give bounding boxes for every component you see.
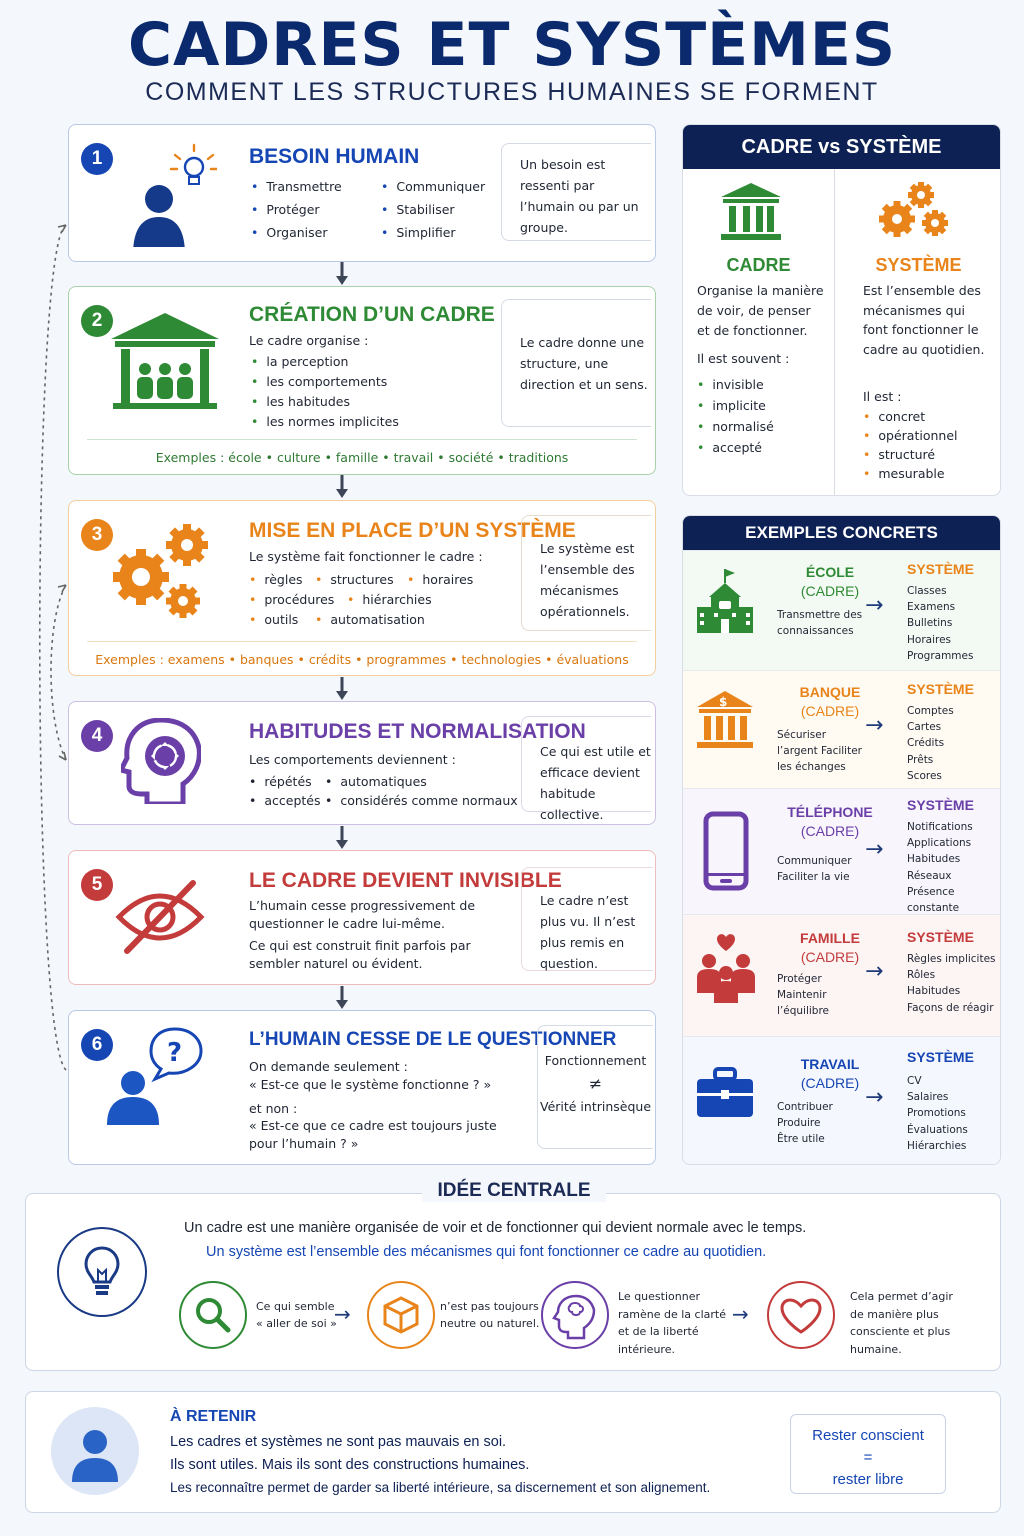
step-2-card [68, 286, 656, 475]
step-2-bullet: • les comportements [251, 374, 387, 389]
example-title: FAMILLE [800, 930, 860, 946]
systeme-item: • opérationnel [863, 428, 957, 443]
example-desc: Transmettre des connaissances [777, 609, 863, 637]
example-desc: Contribuer Produire Être utile [777, 1101, 833, 1145]
systeme-label: SYSTÈME [875, 255, 962, 275]
system-item: Programmes [907, 649, 974, 662]
step-6-side-box [537, 1025, 653, 1149]
cadre-item: • implicite [697, 398, 766, 413]
step-5-badge: 5 [81, 869, 113, 901]
example-system-list [907, 583, 973, 664]
system-item: Notifications [907, 821, 973, 833]
cadre-item: • normalisé [697, 419, 774, 434]
cadre-item: • invisible [697, 377, 764, 392]
example-sub: (CADRE) [800, 583, 860, 599]
flow-arrow [336, 262, 348, 286]
step-6-line-3: et non : [249, 1101, 298, 1116]
example-row-banque [683, 670, 1001, 788]
step-4-bullet: • automatiques [325, 774, 427, 789]
example-system-title: SYSTÈME [907, 929, 974, 945]
systeme-desc: Est l’ensemble des mécanismes qui font fonctionner le cadre au quotidien. [863, 283, 985, 357]
motto-equals: = [863, 1449, 873, 1466]
step-2-title: CRÉATION D’UN CADRE [249, 303, 495, 326]
step-6-line-2: « Est-ce que le système fonctionne ? » [249, 1077, 492, 1092]
cadre-item: • accepté [697, 440, 762, 455]
step-2-bullet: • la perception [251, 354, 348, 369]
retain-line-2: Ils sont utiles. Mais ils sont des constructions humaines. [170, 1457, 530, 1473]
motto-top: Rester conscient [812, 1427, 924, 1444]
svg-text:$: $ [719, 695, 728, 709]
comparison-panel [682, 124, 1001, 496]
step-1-title: BESOIN HUMAIN [249, 145, 420, 168]
step-3-bullet: • règles [249, 572, 303, 587]
step-3-bullet: • structures [315, 572, 394, 587]
institution-icon [719, 181, 783, 241]
gears-icon [111, 519, 215, 623]
example-title: ÉCOLE [805, 564, 855, 580]
step-2-badge: 2 [81, 305, 113, 337]
arrow-right-icon: → [865, 1085, 884, 1110]
bank-icon [695, 689, 755, 751]
system-item: Règles implicites [907, 953, 996, 965]
systeme-item: • structuré [863, 447, 935, 462]
svg-text:?: ? [167, 1038, 183, 1068]
system-item: Évaluations [907, 1123, 968, 1136]
step-3-bullet: • procédures [249, 592, 334, 607]
person-question-icon [105, 1025, 205, 1125]
step-6-line-1: On demande seulement : [249, 1059, 408, 1074]
step-4-bullet: • répétés [249, 774, 312, 789]
systeme-item: • concret [863, 409, 925, 424]
system-item: Scores [907, 769, 942, 782]
central-idea-box [25, 1180, 1001, 1371]
phone-icon [703, 811, 749, 891]
flow-text-4: Cela permet d’agir de manière plus consciente et plus humaine. [850, 1290, 953, 1356]
step-2-side-note: Le cadre donne une structure, une direction et un sens. [501, 299, 651, 427]
step-5-card [68, 850, 656, 985]
example-system-title: SYSTÈME [907, 1049, 974, 1065]
page-title: CADRES ET SYSTÈMES [127, 10, 897, 80]
examples-title: EXEMPLES CONCRETS [683, 516, 1000, 550]
system-item: Examens [907, 601, 956, 614]
example-desc: Communiquer Faciliter la vie [777, 855, 852, 883]
head-cycle-icon [121, 718, 201, 804]
example-title: TRAVAIL [800, 1056, 860, 1072]
system-item: Présence [907, 885, 955, 898]
step-4-side-note: Ce qui est utile et efficace devient habitude collective. [521, 716, 651, 812]
system-item: Salaires [907, 1091, 949, 1104]
retain-box [25, 1391, 1001, 1513]
step-2-examples: Exemples : école • culture • famille • travail • société • traditions [87, 439, 637, 465]
system-item: Cartes [907, 721, 942, 734]
examples-panel [682, 515, 1001, 1165]
step-3-bullet: • hiérarchies [347, 592, 432, 607]
example-system-list [907, 1073, 968, 1154]
step-3-side-note: Le système est l’ensemble des mécanismes opérationnels. [521, 515, 651, 631]
step-2-bullet: • les habitudes [251, 394, 350, 409]
retain-motto-box [790, 1414, 946, 1494]
example-system-title: SYSTÈME [907, 797, 974, 813]
step-1-badge: 1 [81, 143, 113, 175]
step-5-side-note: Le cadre n’est plus vu. Il n’est plus remis en question. [521, 867, 653, 971]
arrow-right-icon: → [334, 1302, 351, 1326]
system-item: Applications [907, 837, 972, 850]
step-2-intro: Le cadre organise : [249, 333, 369, 348]
step-5-title: LE CADRE DEVIENT INVISIBLE [249, 869, 562, 892]
step-4-title: HABITUDES ET NORMALISATION [249, 720, 586, 743]
step-5-text-2: Ce qui est construit finit parfois par sembler naturel ou évident. [249, 938, 471, 971]
example-desc: Sécuriser l’argent Faciliter les échanges [777, 729, 862, 773]
example-system-title: SYSTÈME [907, 681, 974, 697]
step-3-title: MISE EN PLACE D’UN SYSTÈME [249, 519, 576, 542]
lightbulb-icon [56, 1226, 148, 1318]
not-equal-sign: ≠ [588, 1074, 603, 1093]
step-5-text-1: L’humain cesse progressivement de questionner le cadre lui-même. [249, 898, 476, 931]
systeme-intro: Il est : [863, 389, 902, 404]
gears-icon [877, 179, 949, 241]
arrow-right-icon: → [865, 713, 884, 738]
briefcase-icon [695, 1067, 755, 1119]
step-2-bullet: • les normes implicites [251, 414, 399, 429]
retain-line-3: Les reconnaître permet de garder sa liberté intérieure, sa discernement et son alignement. [170, 1480, 711, 1495]
example-row-telephone [683, 788, 1001, 914]
step-3-intro: Le système fait fonctionner le cadre : [249, 549, 483, 564]
step-1-bullet: • Communiquer [381, 179, 485, 194]
central-line-2: Un système est l’ensemble des mécanismes qui font fonctionner ce cadre au quotidien. [206, 1244, 767, 1260]
example-title: TÉLÉPHONE [787, 804, 873, 820]
flow-arrow [336, 826, 348, 850]
example-sub: (CADRE) [800, 703, 860, 719]
step-4-intro: Les comportements deviennent : [249, 752, 456, 767]
step-3-badge: 3 [81, 519, 113, 551]
step-1-bullet: • Organiser [251, 225, 327, 240]
system-item: Hiérarchies [907, 1139, 967, 1152]
example-row-ecole [683, 550, 1001, 670]
systeme-item: • mesurable [863, 466, 945, 481]
cadre-desc: Organise la manière de voir, de penser et de fonctionner. [697, 283, 824, 338]
system-item: Façons de réagir [907, 1001, 994, 1014]
step-1-bullet: • Transmettre [251, 179, 342, 194]
brain-head-icon [540, 1280, 610, 1350]
example-system-list [907, 819, 973, 916]
system-item: Horaires [907, 633, 952, 646]
cadre-label: CADRE [726, 255, 791, 275]
example-title: BANQUE [799, 684, 861, 700]
system-item: Prêts [907, 753, 934, 766]
flow-text-1: Ce qui semble « aller de soi » [256, 1300, 337, 1330]
comparison-divider [834, 169, 835, 496]
arrow-right-icon: → [732, 1302, 749, 1326]
example-row-famille [683, 914, 1001, 1036]
step-4-card [68, 701, 656, 825]
step-4-bullet: • considérés comme normaux [325, 793, 518, 808]
system-item: Promotions [907, 1107, 966, 1120]
step-6-side-top: Fonctionnement [544, 1053, 647, 1068]
cadre-intro: Il est souvent : [697, 351, 790, 366]
step-3-bullet: • outils [249, 612, 298, 627]
flow-arrow [336, 986, 348, 1010]
step-6-title: L’HUMAIN CESSE DE LE QUESTIONNER [249, 1029, 617, 1050]
system-item: Classes [907, 585, 947, 597]
example-system-list [907, 951, 996, 1016]
page-subtitle: COMMENT LES STRUCTURES HUMAINES SE FORMENT [145, 78, 879, 106]
step-1-bullet: • Simplifier [381, 225, 456, 240]
arrow-right-icon: → [865, 837, 884, 862]
school-icon [695, 567, 755, 637]
step-3-bullet: • automatisation [315, 612, 425, 627]
person-idea-icon [117, 137, 217, 247]
system-item: CV [907, 1075, 922, 1087]
step-3-bullet: • horaires [407, 572, 473, 587]
example-sub: (CADRE) [800, 823, 860, 839]
example-system-title: SYSTÈME [907, 561, 974, 577]
magnifier-icon [178, 1280, 248, 1350]
step-1-side-note: Un besoin est ressenti par l’humain ou par un groupe. [501, 143, 651, 241]
example-sub: (CADRE) [800, 949, 860, 965]
step-6-line-4: « Est-ce que ce cadre est toujours juste pour l’humain ? » [249, 1118, 497, 1151]
step-3-examples: Exemples : examens • banques • crédits • programmes • technologies • évaluations [87, 641, 637, 667]
arrow-right-icon: → [865, 959, 884, 984]
family-icon [693, 931, 759, 1003]
institution-people-icon [107, 311, 223, 411]
system-item: Rôles [907, 969, 936, 982]
system-item: Bulletins [907, 617, 953, 630]
step-6-side-bottom: Vérité intrinsèque [539, 1099, 652, 1114]
step-1-card [68, 124, 656, 262]
system-item: Réseaux [907, 869, 952, 882]
example-name [775, 803, 885, 841]
step-6-badge: 6 [81, 1029, 113, 1061]
example-desc: Protéger Maintenir l’équilibre [777, 973, 829, 1017]
cube-icon [366, 1280, 436, 1350]
retain-title: À RETENIR [170, 1408, 257, 1425]
arrow-right-icon: → [865, 593, 884, 618]
motto-bottom: rester libre [832, 1471, 904, 1488]
example-sub: (CADRE) [800, 1075, 860, 1091]
flow-arrow [336, 677, 348, 701]
step-3-card [68, 500, 656, 676]
example-system-list [907, 703, 954, 784]
heart-icon [766, 1280, 836, 1350]
retain-line-1: Les cadres et systèmes ne sont pas mauvais en soi. [170, 1434, 507, 1450]
flow-text-3: Le questionner ramène de la clarté et de la liberté intérieure. [618, 1290, 726, 1356]
person-avatar-icon [50, 1406, 140, 1496]
system-item: Crédits [907, 737, 945, 750]
step-1-bullet: • Stabiliser [381, 202, 455, 217]
flow-text-2: n’est pas toujours neutre ou naturel. [440, 1300, 540, 1330]
system-item: Habitudes [907, 853, 961, 866]
central-line-1: Un cadre est une manière organisée de voir et de fonctionner qui devient normale avec le temps. [184, 1220, 807, 1236]
example-row-travail [683, 1036, 1001, 1165]
system-item: Comptes [907, 705, 954, 717]
step-4-bullet: • acceptés [249, 793, 321, 808]
central-title: IDÉE CENTRALE [422, 1180, 606, 1202]
system-item: constante [907, 902, 960, 915]
step-1-bullet: • Protéger [251, 202, 320, 217]
system-item: Habitudes [907, 985, 961, 998]
comparison-title: CADRE vs SYSTÈME [683, 125, 1000, 169]
flow-arrow [336, 475, 348, 499]
eye-slash-icon [115, 879, 205, 955]
step-6-card [68, 1010, 656, 1165]
step-4-badge: 4 [81, 720, 113, 752]
